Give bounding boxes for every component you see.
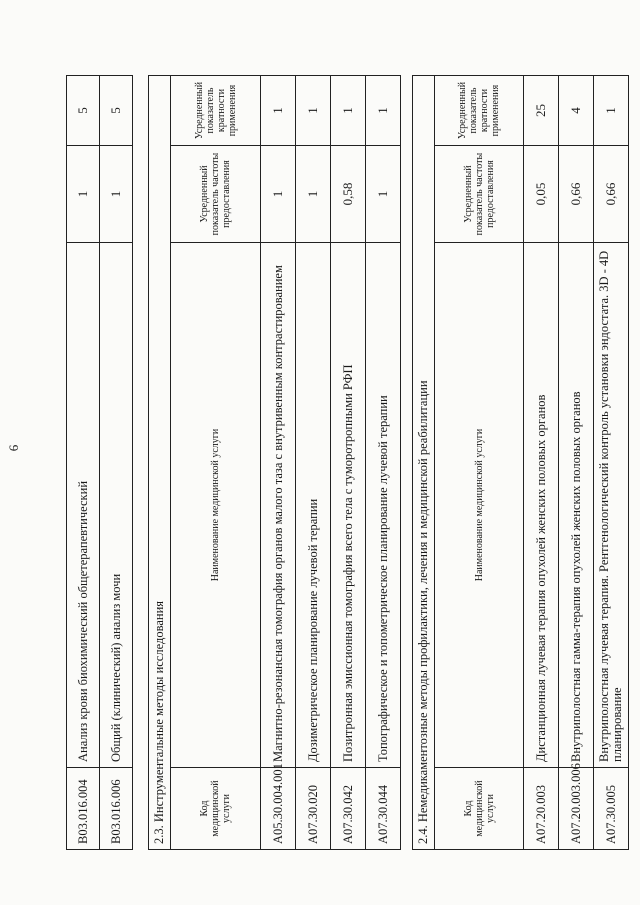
frequency-value: 0,05 xyxy=(524,146,559,243)
header-row xyxy=(171,76,261,850)
frequency-value: 1 xyxy=(366,146,401,243)
service-code: A05.30.004.001 xyxy=(261,768,296,850)
header-frequency: Усредненный показатель частоты предоставления xyxy=(435,146,524,243)
service-name: Внутриполостная лучевая терапия. Рентгенологический контроль установки эндостата. 3D - 4D планирование xyxy=(594,243,629,768)
header-code: Код медицинской услуги xyxy=(435,768,524,850)
multiplicity-value: 1 xyxy=(366,76,401,146)
section-title-row xyxy=(413,76,435,850)
page-number: 6 xyxy=(6,444,21,452)
service-name: Общий (клинический) анализ мочи xyxy=(100,243,133,768)
lab-tests-table xyxy=(66,75,133,850)
frequency-value: 1 xyxy=(296,146,331,243)
section-title-row xyxy=(149,76,171,850)
frequency-value: 0,66 xyxy=(559,146,594,243)
multiplicity-value: 5 xyxy=(67,76,100,146)
multiplicity-value: 1 xyxy=(296,76,331,146)
section-title: 2.4. Немедикаментозные методы профилактики, лечения и медицинской реабилитации xyxy=(413,76,435,850)
service-name: Дистанционная лучевая терапия опухолей женских половых органов xyxy=(524,243,559,768)
service-code: A07.30.044 xyxy=(366,768,401,850)
service-code: A07.30.042 xyxy=(331,768,366,850)
service-name: Внутриполостная гамма-терапия опухолей женских половых органов xyxy=(559,243,594,768)
header-row xyxy=(435,76,524,850)
multiplicity-value: 1 xyxy=(261,76,296,146)
multiplicity-value: 5 xyxy=(100,76,133,146)
service-code: A07.30.005 xyxy=(594,768,629,850)
multiplicity-value: 1 xyxy=(331,76,366,146)
service-code: B03.016.006 xyxy=(100,768,133,850)
instrumental-methods-table xyxy=(148,75,401,850)
table-row xyxy=(524,76,559,850)
header-name: Наименование медицинской услуги xyxy=(435,243,524,768)
service-name: Анализ крови биохимический общетерапевтический xyxy=(67,243,100,768)
table-row xyxy=(366,76,401,850)
multiplicity-value: 25 xyxy=(524,76,559,146)
header-frequency: Усредненный показатель частоты предоставления xyxy=(171,146,261,243)
section-title: 2.3. Инструментальные методы исследования xyxy=(149,76,171,850)
frequency-value: 1 xyxy=(67,146,100,243)
frequency-value: 1 xyxy=(100,146,133,243)
service-code: B03.016.004 xyxy=(67,768,100,850)
table-row xyxy=(261,76,296,850)
service-code: A07.20.003.006 xyxy=(559,768,594,850)
service-name: Топографическое и топометрическое планирование лучевой терапии xyxy=(366,243,401,768)
table-row xyxy=(296,76,331,850)
multiplicity-value: 4 xyxy=(559,76,594,146)
service-code: A07.30.020 xyxy=(296,768,331,850)
table-row xyxy=(594,76,629,850)
frequency-value: 0,66 xyxy=(594,146,629,243)
header-multiplicity: Усредненный показатель кратности применения xyxy=(435,76,524,146)
multiplicity-value: 1 xyxy=(594,76,629,146)
service-name: Магнитно-резонансная томография органов малого таза с внутривенным контрастированием xyxy=(261,243,296,768)
non-drug-methods-table xyxy=(412,75,629,850)
header-name: Наименование медицинской услуги xyxy=(171,243,261,768)
table-row xyxy=(67,76,100,850)
frequency-value: 0,58 xyxy=(331,146,366,243)
service-name: Дозиметрическое планирование лучевой терапии xyxy=(296,243,331,768)
table-row xyxy=(559,76,594,850)
frequency-value: 1 xyxy=(261,146,296,243)
table-row xyxy=(331,76,366,850)
service-code: A07.20.003 xyxy=(524,768,559,850)
header-multiplicity: Усредненный показатель кратности применения xyxy=(171,76,261,146)
service-name: Позитронная эмиссионная томография всего тела с туморотропными РФП xyxy=(331,243,366,768)
table-row xyxy=(100,76,133,850)
header-code: Код медицинской услуги xyxy=(171,768,261,850)
rotated-content xyxy=(66,75,624,850)
